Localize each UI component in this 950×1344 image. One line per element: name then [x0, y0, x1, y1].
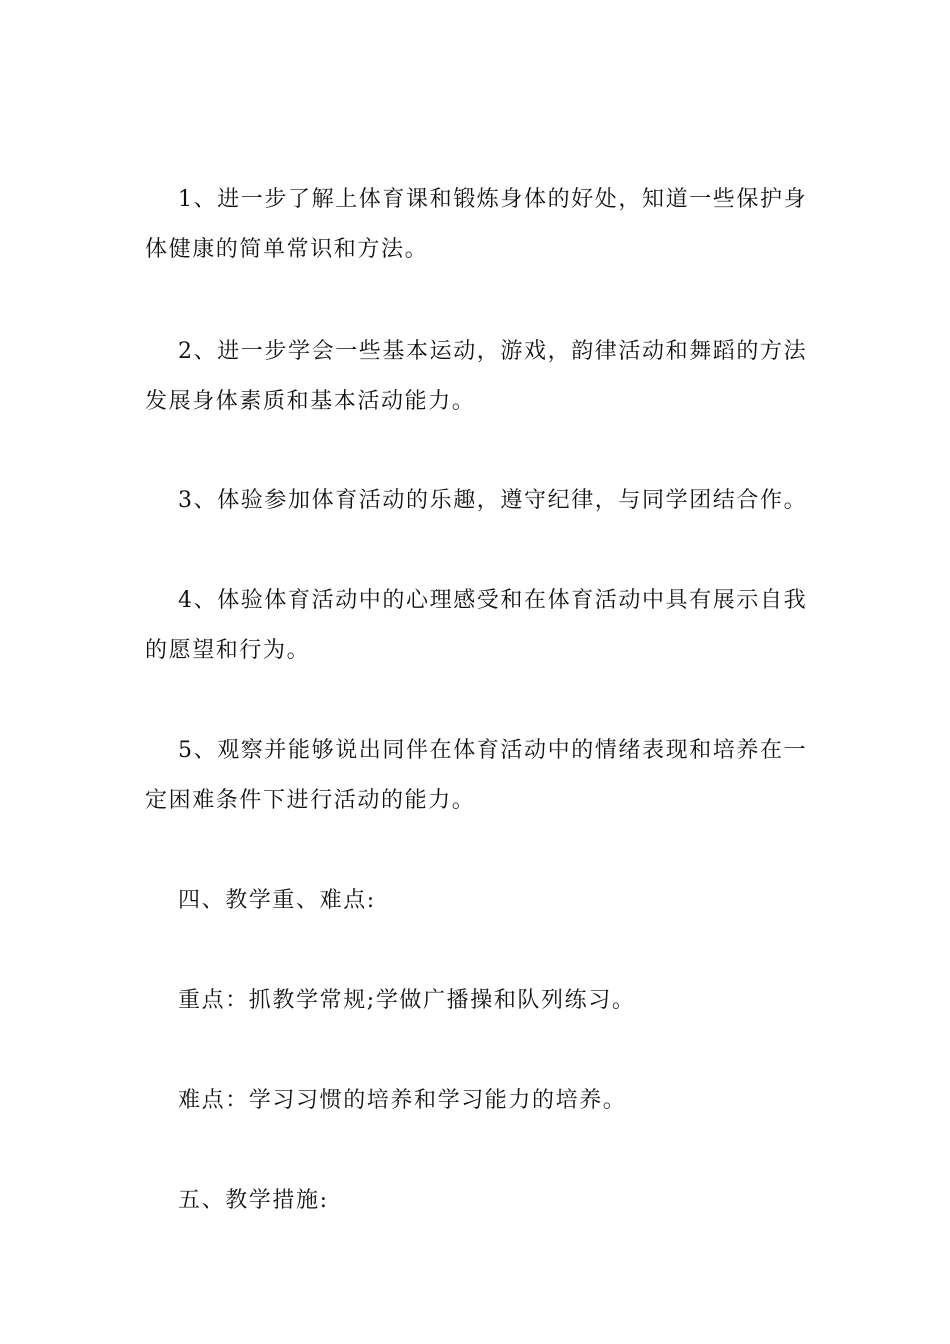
objective-item-1: 1、进一步了解上体育课和锻炼身体的好处，知道一些保护身体健康的简单常识和方法。	[145, 187, 808, 262]
section-heading-key-points: 四、教学重、难点:	[178, 888, 376, 913]
objective-item-4: 4、体验体育活动中的心理感受和在体育活动中具有展示自我的愿望和行为。	[145, 588, 808, 663]
objective-item-2: 2、进一步学会一些基本运动，游戏，韵律活动和舞蹈的方法发展身体素质和基本活动能力。	[145, 339, 808, 414]
objective-item-3: 3、体验参加体育活动的乐趣，遵守纪律，与同学团结合作。	[178, 488, 808, 513]
objective-item-5: 5、观察并能够说出同伴在体育活动中的情绪表现和培养在一定困难条件下进行活动的能力。	[145, 738, 808, 813]
key-point-text: 重点：抓教学常规;学做广播操和队列练习。	[178, 988, 636, 1013]
difficult-point-text: 难点：学习习惯的培养和学习能力的培养。	[178, 1088, 627, 1113]
section-heading-measures: 五、教学措施:	[178, 1188, 329, 1213]
